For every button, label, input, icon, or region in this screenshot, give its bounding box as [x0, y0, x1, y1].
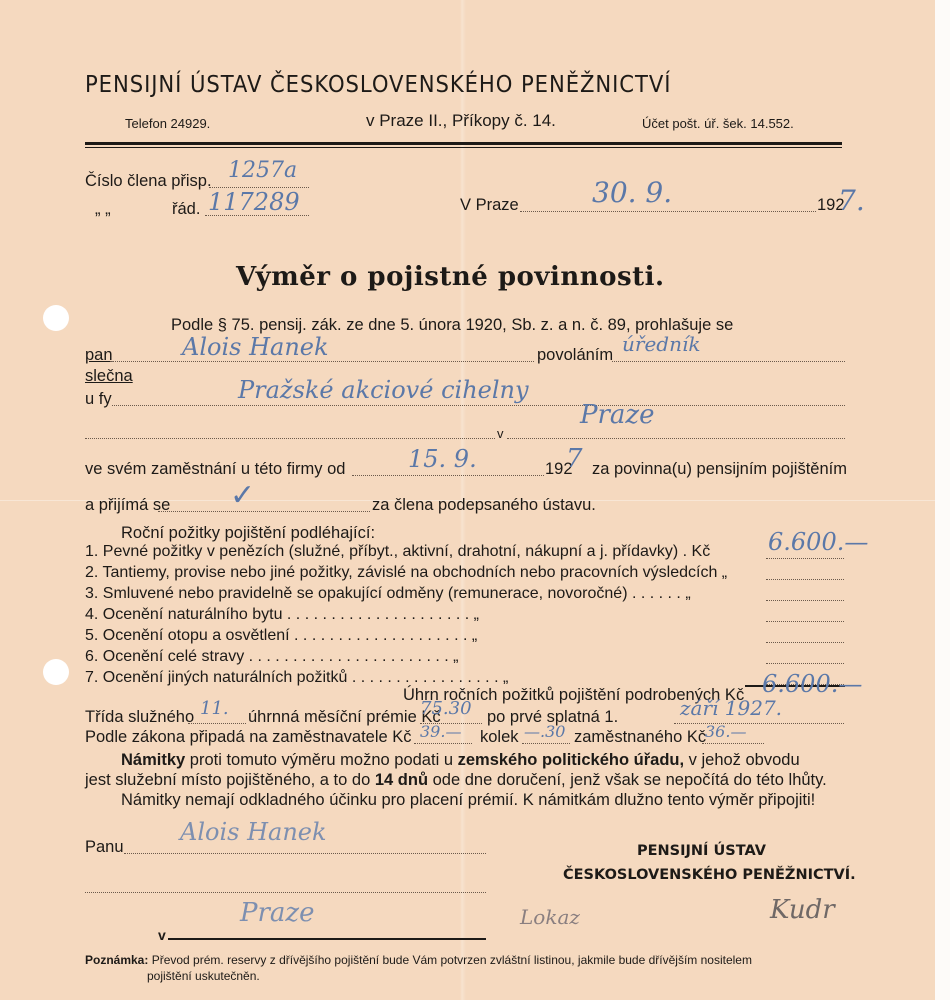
address-extra-line[interactable]: [85, 892, 486, 893]
income-heading: Roční požitky pojištění podléhající:: [121, 524, 376, 542]
slecna-label: slečna: [85, 367, 133, 385]
income-item: 2. Tantiemy, provise nebo jiné požitky, závislé na obchodních nebo pracovních výsledcích „: [85, 564, 728, 581]
note-label: Poznámka:: [85, 953, 149, 967]
employer-share-label: Podle zákona připadá na zaměstnavatele Kč: [85, 728, 412, 746]
income-value-line[interactable]: [766, 579, 844, 580]
v-label: v: [158, 927, 166, 943]
address-line[interactable]: [85, 438, 495, 439]
objection-text: v jehož obvodu: [684, 751, 800, 769]
document-title: Výměr o pojistné povinnosti.: [236, 262, 665, 292]
income-value-line[interactable]: [766, 558, 844, 559]
employee-share-line[interactable]: [702, 743, 764, 744]
objection-text: proti tomuto výměru možno podati u: [185, 751, 458, 769]
income-value-line[interactable]: [766, 621, 844, 622]
since-year-prefix: 192: [545, 460, 573, 478]
signature: Kudr: [770, 895, 835, 925]
in-label: v: [497, 426, 504, 441]
firm-line[interactable]: [112, 405, 845, 406]
name-value: Alois Hanek: [182, 333, 329, 361]
obligation-label: za povinna(u) pensijním pojištěním: [592, 460, 847, 478]
first-due-value: září 1927.: [680, 696, 783, 720]
income-item: 7. Ocenění jiných naturálních požitků . . . . . . . . . . . . . . . . . „: [85, 669, 509, 686]
employee-share-label: zaměstnaného Kč: [574, 728, 707, 746]
signature-line-1: PENSIJNÍ ÚSTAV: [637, 843, 766, 859]
objection-bold: Námitky: [121, 751, 186, 769]
days-bold: 14 dnů: [374, 771, 429, 789]
accepted-line[interactable]: [158, 511, 370, 512]
city-line[interactable]: [507, 438, 845, 439]
intro-text: Podle § 75. pensij. zák. ze dne 5. února 1920, Sb. z. a n. č. 89, prohlašuje se: [171, 316, 734, 334]
panu-value: Alois Hanek: [180, 818, 327, 846]
first-due-line[interactable]: [674, 723, 844, 724]
year-prefix: 192: [817, 196, 845, 214]
note-text: Převod prém. reservy z dřívějšího pojištění bude Vám potvrzen zvláštní listinou, jakmile bude dřívějším nositelem: [151, 953, 752, 967]
note-text-2: pojištění uskutečněn.: [147, 969, 260, 983]
since-label: ve svém zaměstnání u této firmy od: [85, 460, 346, 478]
income-item: 1. Pevné požitky v penězích (služné, příbyt., aktivní, drahotní, nákupní a j. přídavky) . Kč: [85, 543, 711, 560]
address-city-value: Praze: [240, 898, 315, 928]
class-value: 11.: [200, 698, 229, 719]
place-label: V Praze: [460, 196, 519, 214]
address: v Praze II., Příkopy č. 14.: [366, 111, 556, 130]
regular-member-value: 117289: [208, 188, 300, 216]
since-line[interactable]: [352, 475, 544, 476]
phone-number: Telefon 24929.: [125, 116, 211, 131]
header-rule-thin: [85, 147, 842, 148]
name-line[interactable]: [110, 361, 534, 362]
contrib-member-value: 1257a: [228, 158, 298, 183]
income-item: 4. Ocenění naturálního bytu . . . . . . . . . . . . . . . . . . . . . „: [85, 606, 479, 623]
first-due-label: po prvé splatná 1.: [487, 708, 619, 726]
objection-paragraph-3: Námitky nemají odkladného účinku pro placení prémií. K námitkám dlužno tento výměr připojiti!: [121, 791, 816, 809]
income-item: 5. Ocenění otopu a osvětlení . . . . . . . . . . . . . . . . . . . . „: [85, 627, 478, 644]
stamp-fee-line[interactable]: [522, 743, 570, 744]
income-value-line[interactable]: [766, 642, 844, 643]
objection-text: ode dne doručení, jenž však se nepočítá do této lhůty.: [428, 771, 827, 789]
stamp-fee-value: —.30: [524, 722, 566, 741]
regular-member-label: řád.: [172, 200, 201, 218]
class-line[interactable]: [188, 723, 246, 724]
pan-label: pan: [85, 346, 113, 364]
total-label: Úhrn ročních požitků pojištění podrobených Kč: [403, 686, 745, 704]
panu-line[interactable]: [124, 853, 486, 854]
income-item: 3. Smluvené nebo pravidelně se opakující odměny (remunerace, novoročné) . . . . . . „: [85, 585, 691, 602]
date-value: 30. 9.: [592, 176, 673, 209]
check-mark-icon: ✓: [230, 478, 256, 513]
objection-text: jest služební místo pojištěného, a to do: [85, 771, 375, 789]
punch-hole: [43, 305, 69, 331]
employee-share-value: 36.—: [705, 722, 747, 741]
signature-line-2: ČESKOSLOVENSKÉHO PENĚŽNICTVÍ.: [563, 867, 856, 883]
employer-share-value: 39.—: [420, 722, 462, 741]
institution-name: PENSIJNÍ ÚSTAV ČESKOSLOVENSKÉHO PENĚŽNICTVÍ: [85, 72, 672, 98]
monthly-premium-value: 75.30: [420, 698, 472, 719]
ditto-marks: „ „: [95, 200, 111, 218]
objection-paragraph-1: [121, 751, 800, 770]
contrib-member-label: Číslo člena přisp.: [85, 172, 212, 190]
class-label: Třída služného: [85, 708, 195, 726]
total-value: 6.600.—: [762, 670, 863, 698]
date-line[interactable]: [520, 211, 816, 212]
city-value: Praze: [580, 400, 655, 430]
firm-label: u fy: [85, 390, 112, 408]
note: [85, 953, 752, 967]
income-value: 6.600.—: [768, 528, 869, 556]
stamp-fee-label: kolek: [480, 728, 519, 746]
header-rule: [85, 142, 842, 145]
objection-paragraph-2: [85, 771, 827, 790]
occupation-line[interactable]: [612, 361, 845, 362]
occupation-value: úředník: [622, 332, 701, 356]
occupation-label: povoláním: [537, 346, 614, 364]
income-value-line[interactable]: [766, 663, 844, 664]
postal-account: Účet pošt. úř. šek. 14.552.: [642, 116, 794, 131]
employer-share-line[interactable]: [414, 743, 472, 744]
panu-label: Panu: [85, 838, 124, 856]
year-suffix: 7.: [838, 184, 865, 217]
city-underline[interactable]: [168, 938, 486, 940]
since-year-suffix: 7: [566, 444, 583, 474]
since-value: 15. 9.: [408, 445, 477, 473]
stamp-note: Lokaz: [520, 905, 580, 929]
punch-hole: [43, 659, 69, 685]
income-value-line[interactable]: [766, 600, 844, 601]
monthly-premium-label: úhrnná měsíční prémie Kč: [248, 708, 441, 726]
scan-margin: [935, 0, 950, 1000]
firm-value: Pražské akciové cihelny: [238, 376, 529, 404]
accepted-label: a přijímá se: [85, 496, 171, 514]
office-bold: zemského politického úřadu,: [457, 751, 685, 769]
income-item: 6. Ocenění celé stravy . . . . . . . . . . . . . . . . . . . . . . . „: [85, 648, 459, 665]
member-of-label: za člena podepsaného ústavu.: [372, 496, 596, 514]
